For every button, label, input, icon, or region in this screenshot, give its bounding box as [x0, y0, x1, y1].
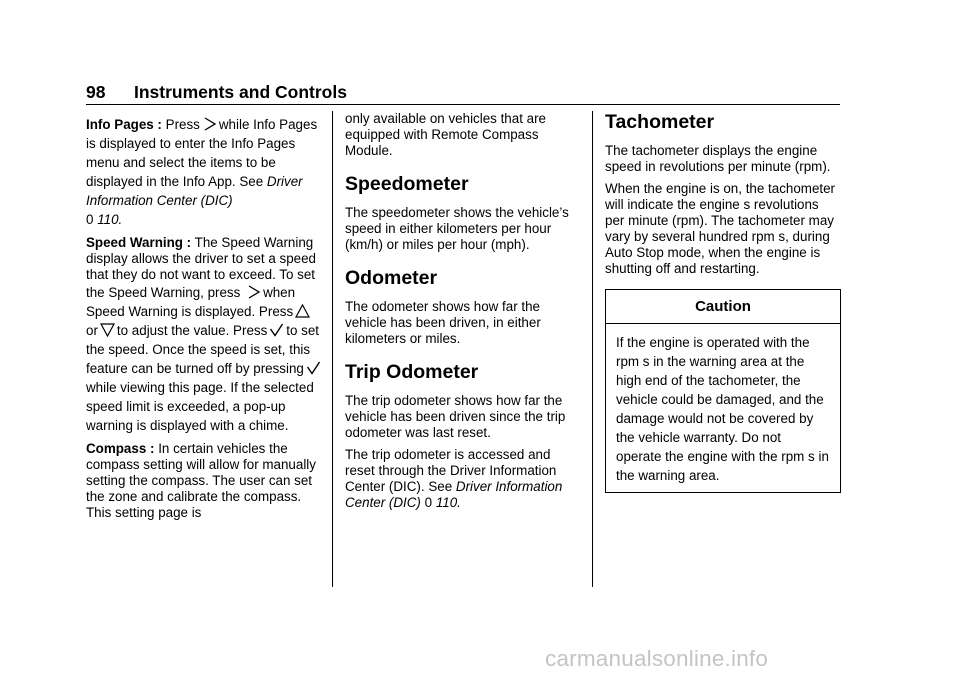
- down-arrow-icon: [100, 323, 115, 337]
- up-arrow-icon: [295, 304, 310, 318]
- info-pages-page-ref[interactable]: 110.: [97, 212, 123, 227]
- speed-warning-paragraph: [86, 235, 324, 435]
- column-divider-2: [592, 111, 593, 587]
- trip-odometer-heading: Trip Odometer: [345, 361, 479, 383]
- column-3: [605, 111, 841, 493]
- info-pages-text-2: while Info Pages is displayed to enter the Info Pages menu and select the items to be displayed in the Info App. See: [86, 117, 318, 189]
- trip-odometer-text-1: The trip odometer shows how far the vehicle has been driven since the trip odometer was last reset.: [345, 393, 566, 440]
- play-icon: [202, 117, 217, 131]
- column-2: [345, 111, 583, 517]
- odometer-text: The odometer shows how far the vehicle has been driven, in either kilometers or miles.: [345, 299, 541, 346]
- column-1: [86, 115, 324, 527]
- page-number: 98: [86, 82, 106, 102]
- section-title: Instruments and Controls: [134, 82, 347, 102]
- trip-odometer-reference[interactable]: Driver Information Center (DIC): [345, 479, 563, 510]
- odometer-heading: Odometer: [345, 267, 438, 289]
- info-pages-reference[interactable]: Driver Information Center (DIC): [86, 174, 303, 208]
- play-icon: [246, 285, 261, 299]
- compass-label: Compass :: [86, 441, 155, 456]
- speedometer-text: The speedometer shows the vehicle’s speed in either kilometers per hour (km/h) or miles per hour (mph).: [345, 205, 569, 252]
- caution-title: Caution: [606, 290, 840, 324]
- page-ref-arrow: 0: [86, 212, 94, 227]
- speed-warning-text-6: while viewing this page. If the selected speed limit is exceeded, a pop-up warning is displayed with a chime.: [86, 380, 314, 433]
- speed-warning-label: Speed Warning :: [86, 235, 192, 250]
- trip-odometer-page-ref[interactable]: 110.: [435, 495, 461, 510]
- trip-odometer-text-2: The trip odometer is accessed and reset through the Driver Information Center (DIC). See: [345, 447, 557, 494]
- info-pages-paragraph: [86, 115, 324, 229]
- speed-warning-text-4: to adjust the value. Press: [116, 323, 268, 338]
- checkmark-icon: [306, 361, 321, 375]
- caution-box: [605, 289, 841, 493]
- tachometer-heading: Tachometer: [605, 111, 715, 133]
- compass-paragraph: [86, 441, 324, 521]
- info-pages-label: Info Pages :: [86, 117, 162, 132]
- tachometer-text-1: The tachometer displays the engine speed in revolutions per minute (rpm).: [605, 143, 831, 174]
- column-divider-1: [332, 111, 333, 587]
- speed-warning-text-1: The Speed Warning display allows the driver to set a speed that they do not want to exceed. To set the Speed Warning, press: [86, 235, 316, 300]
- speed-warning-text-5: to set the speed. Once the speed is set, this feature can be turned off by pressing: [86, 323, 320, 376]
- compass-continuation: only available on vehicles that are equipped with Remote Compass Module.: [345, 111, 546, 158]
- watermark: carmanualsonline.info: [545, 646, 769, 671]
- speed-warning-text-2: when Speed Warning is displayed. Press: [86, 285, 296, 319]
- compass-text: In certain vehicles the compass setting will allow for manually setting the compass. The user can set the zone and calibrate the compass. This setting page is: [86, 441, 316, 520]
- page-ref-arrow: 0: [424, 495, 433, 510]
- checkmark-icon: [269, 323, 284, 337]
- speedometer-heading: Speedometer: [345, 173, 469, 195]
- caution-text: If the engine is operated with the rpm s in the warning area at the high end of the tachometer, the vehicle could be damaged, and the damage would not be covered by the vehicle warranty. Do not operate the engine with the rpm s in the warning area.: [616, 335, 829, 483]
- trip-odometer-paragraph-2: [345, 447, 583, 511]
- page-header: [86, 82, 840, 103]
- speed-warning-text-3: or: [86, 323, 98, 338]
- tachometer-text-2: When the engine is on, the tachometer will indicate the engine s revolutions per minute (rpm). The tachometer may vary by several hundred rpm s, during Auto Stop mode, when the engine is shutting off and restarting.: [605, 181, 836, 276]
- info-pages-text-1: Press: [165, 117, 200, 132]
- header-rule: [86, 104, 840, 105]
